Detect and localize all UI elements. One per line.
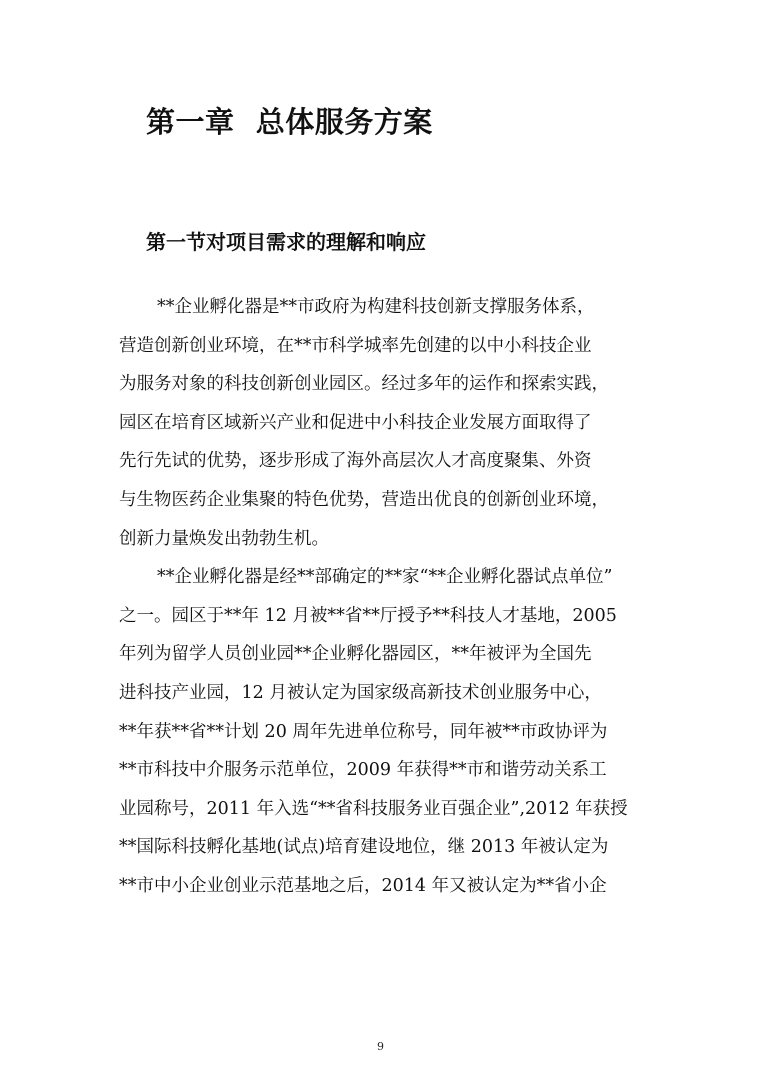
paragraph-1-line: 与生物医药企业集聚的特色优势，营造出优良的创新创业环境， xyxy=(119,489,609,510)
paragraph-2-line: 进科技产业园，12 月被认定为国家级高新技术创业服务中心， xyxy=(119,682,602,703)
paragraph-2-line: 业园称号，2011 年入选“**省科技服务业百强企业”,2012 年获授 xyxy=(119,798,628,819)
paragraph-1-line: **企业孵化器是**市政府为构建科技创新支撑服务体系， xyxy=(157,297,595,317)
chapter-title: 第一章 总体服务方案 xyxy=(146,105,433,139)
paragraph-1-line: 为服务对象的科技创新创业园区。经过多年的运作和探索实践， xyxy=(119,374,609,395)
page-number: 9 xyxy=(377,1040,384,1053)
section-title: 第一节对项目需求的理解和响应 xyxy=(146,230,426,254)
paragraph-1-line: 创新力量焕发出勃勃生机。 xyxy=(119,528,329,549)
paragraph-2-line: **年获**省**计划 20 周年先进单位称号，同年被**市政协评为 xyxy=(119,721,608,742)
paragraph-2-line: 之一。园区于**年 12 月被**省**厅授予**科技人才基地，2005 xyxy=(119,605,617,626)
paragraph-1-line: 先行先试的优势，逐步形成了海外高层次人才高度聚集、外资 xyxy=(119,451,592,472)
body-text xyxy=(119,288,644,906)
paragraph-2-line: **市中小企业创业示范基地之后，2014 年又被认定为**省小企 xyxy=(119,875,607,896)
paragraph-1-line: 营造创新创业环境，在**市科学城率先创建的以中小科技企业 xyxy=(119,335,592,356)
paragraph-2-line: **企业孵化器是经**部确定的**家“**企业孵化器试点单位” xyxy=(157,567,613,588)
paragraph-1-line: 园区在培育区域新兴产业和促进中小科技企业发展方面取得了 xyxy=(119,412,592,433)
paragraph-2-line: 年列为留学人员创业园**企业孵化器园区，**年被评为全国先 xyxy=(119,644,592,665)
paragraph-2-line: **市科技中介服务示范单位，2009 年获得**市和谐劳动关系工 xyxy=(119,760,607,781)
paragraph-2-line: **国际科技孵化基地(试点)培育建设地位，继 2013 年被认定为 xyxy=(119,837,609,858)
